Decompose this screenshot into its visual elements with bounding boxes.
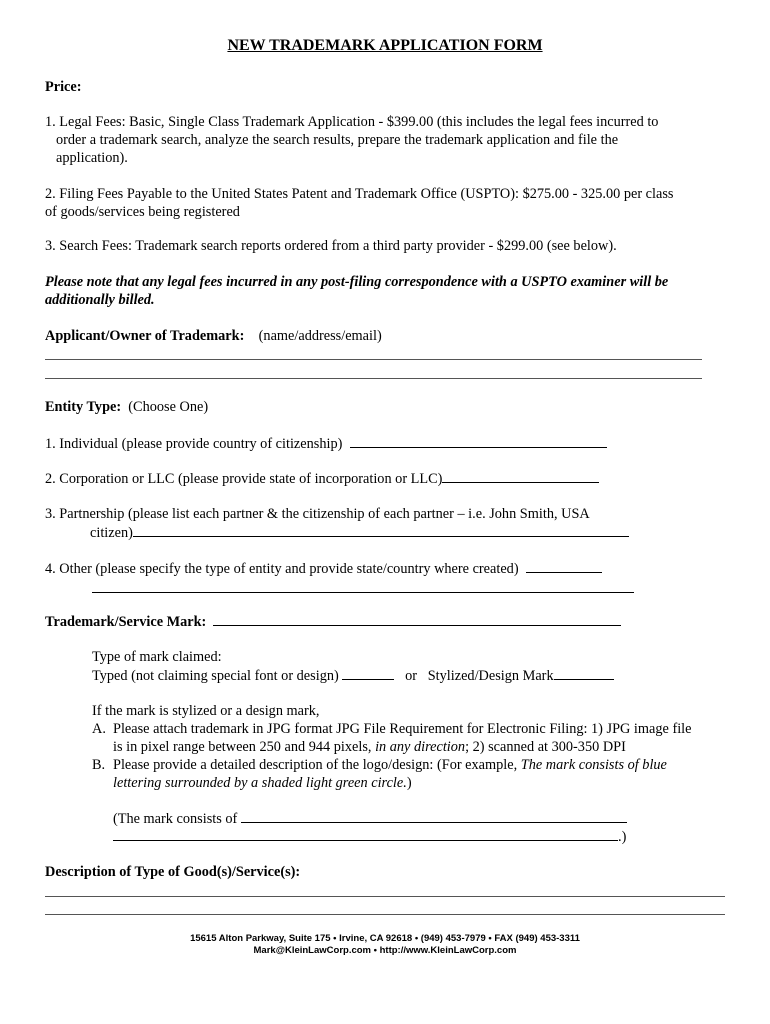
- item-b-prefix: B.: [92, 757, 106, 773]
- or-label: or: [405, 668, 417, 684]
- item-b-line1-italic: The mark consists of blue: [520, 757, 667, 773]
- other-entity-field[interactable]: [526, 559, 602, 573]
- mark-type-row: [92, 666, 614, 685]
- typed-mark-field[interactable]: [342, 666, 394, 680]
- entity-option-other: [45, 559, 602, 578]
- stylized-intro: If the mark is stylized or a design mark,: [92, 703, 320, 719]
- stylized-mark-label: Stylized/Design Mark: [427, 668, 554, 684]
- consists-label: (The mark consists of: [113, 811, 238, 827]
- consists-row: [113, 809, 627, 828]
- entity-option-partnership-line2: [90, 523, 629, 542]
- trademark-field[interactable]: [213, 612, 621, 626]
- incorporation-state-field[interactable]: [442, 469, 599, 483]
- legal-fees-line1: 1. Legal Fees: Basic, Single Class Trademark Application - $399.00 (this includes the legal fees incurred to: [45, 114, 659, 130]
- legal-fees-line2: order a trademark search, analyze the search results, prepare the trademark application and file the: [56, 132, 619, 148]
- filing-fees-line1: 2. Filing Fees Payable to the United States Patent and Trademark Office (USPTO): $275.00 - 325.00 per class: [45, 186, 674, 202]
- applicant-label: Applicant/Owner of Trademark:: [45, 328, 245, 344]
- consists-field[interactable]: [241, 809, 627, 823]
- item-a-prefix: A.: [92, 721, 106, 737]
- entity-option-individual-text: 1. Individual (please provide country of citizenship): [45, 436, 343, 452]
- item-b-line2-italic: lettering surrounded by a shaded light green circle.: [113, 775, 407, 791]
- applicant-field-line1[interactable]: [45, 359, 702, 360]
- mark-type-heading: Type of mark claimed:: [92, 649, 222, 665]
- partners-field[interactable]: [133, 523, 629, 537]
- legal-fees-line3: application).: [56, 150, 128, 166]
- post-filing-note-line2: additionally billed.: [45, 292, 155, 308]
- item-a-line2-italic: in any direction: [375, 739, 466, 755]
- item-b-line1-pre: Please provide a detailed description of the logo/design: (For example,: [113, 757, 518, 773]
- item-b-line2: [113, 774, 412, 792]
- citizenship-field[interactable]: [350, 434, 607, 448]
- typed-mark-label: Typed (not claiming special font or design): [92, 668, 339, 684]
- applicant-field-line2[interactable]: [45, 378, 702, 379]
- other-entity-field-line2[interactable]: [92, 592, 634, 593]
- goods-services-label: Description of Type of Good(s)/Service(s):: [45, 864, 301, 880]
- entity-option-individual: [45, 434, 607, 453]
- consists-row-2: [113, 827, 626, 846]
- item-b-line1: [113, 756, 667, 774]
- trademark-label: Trademark/Service Mark:: [45, 614, 207, 630]
- search-fees: 3. Search Fees: Trademark search reports ordered from a third party provider - $299.00 (see below).: [45, 238, 617, 254]
- price-heading: Price:: [45, 79, 82, 95]
- entity-option-corporation: [45, 469, 599, 488]
- goods-field-line2[interactable]: [45, 914, 725, 915]
- item-a-line2-post: ; 2) scanned at 300-350 DPI: [465, 739, 626, 755]
- item-a-line1: Please attach trademark in JPG format JPG File Requirement for Electronic Filing: 1) JPG image file: [113, 721, 692, 737]
- goods-field-line1[interactable]: [45, 896, 725, 897]
- footer-address: 15615 Alton Parkway, Suite 175 • Irvine, CA 92618 • (949) 453-7979 • FAX (949) 453-3311: [190, 933, 580, 944]
- page-title: NEW TRADEMARK APPLICATION FORM: [227, 37, 543, 54]
- entity-label: Entity Type:: [45, 399, 122, 415]
- post-filing-note-line1: Please note that any legal fees incurred in any post-filing correspondence with a USPTO examiner will be: [45, 274, 669, 290]
- entity-hint: (Choose One): [128, 399, 209, 415]
- applicant-row: [45, 327, 382, 345]
- applicant-hint: (name/address/email): [258, 328, 382, 344]
- consists-field-line2[interactable]: [113, 827, 618, 841]
- item-a-line2-pre: is in pixel range between 250 and 944 pixels,: [113, 739, 372, 755]
- filing-fees-line2: of goods/services being registered: [45, 204, 240, 220]
- entity-option-corporation-text: 2. Corporation or LLC (please provide state of incorporation or LLC): [45, 471, 443, 487]
- entity-option-partnership-text: citizen): [90, 525, 133, 541]
- entity-option-partnership-line1: 3. Partnership (please list each partner & the citizenship of each partner – i.e. John Smith, USA: [45, 506, 590, 522]
- item-b-line2-post: ): [406, 775, 412, 791]
- trademark-row: [45, 612, 621, 631]
- footer-contact: Mark@KleinLawCorp.com • http://www.KleinLawCorp.com: [253, 945, 517, 956]
- item-a-line2: [113, 738, 626, 756]
- consists-end: .): [618, 829, 627, 845]
- stylized-mark-field[interactable]: [554, 666, 614, 680]
- entity-option-other-text: 4. Other (please specify the type of entity and provide state/country where created): [45, 561, 519, 577]
- entity-row: [45, 398, 208, 416]
